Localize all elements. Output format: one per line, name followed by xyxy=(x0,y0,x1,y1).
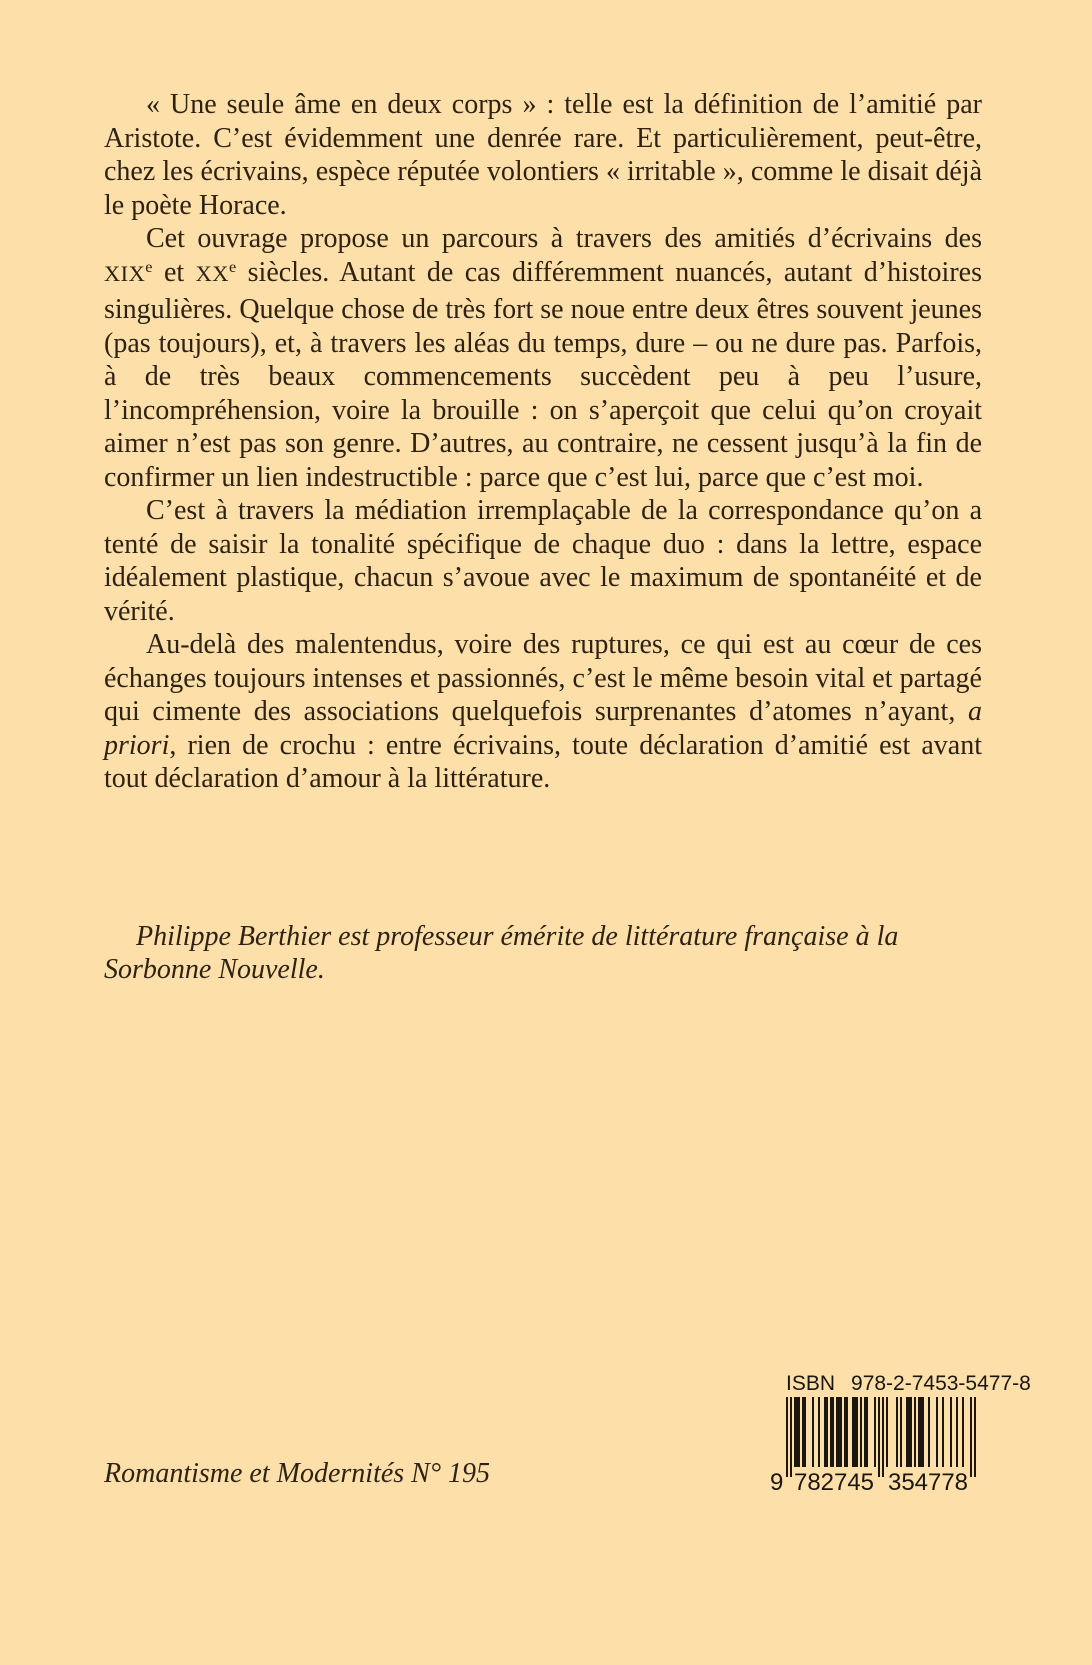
barcode-bar xyxy=(836,1397,838,1467)
barcode-bar xyxy=(864,1397,866,1467)
barcode-bar xyxy=(896,1397,898,1467)
barcode-bar xyxy=(900,1397,902,1467)
ean-digits-right: 354778 xyxy=(888,1469,968,1493)
text-run: , rien de crochu : entre écrivains, toute déclaration d’amitié est avant tout déclaration d’amour à la littérature. xyxy=(104,729,982,794)
barcode-bar xyxy=(860,1397,862,1467)
collection-title: Romantisme et Modernités N° 195 xyxy=(104,1458,491,1489)
barcode-bar xyxy=(878,1397,880,1477)
barcode-bar xyxy=(838,1397,840,1467)
barcode-bar xyxy=(928,1397,930,1467)
ean-digit-first: 9 xyxy=(770,1469,784,1493)
author-bio xyxy=(104,920,982,987)
barcode-bar xyxy=(818,1397,820,1467)
ean13-barcode xyxy=(770,1397,986,1493)
barcode-bar xyxy=(798,1397,800,1467)
barcode-bar xyxy=(942,1397,944,1467)
blurb-paragraph-3 xyxy=(104,494,982,628)
barcode-bar xyxy=(936,1397,938,1467)
barcode-bar xyxy=(920,1397,922,1467)
barcode-bar xyxy=(882,1397,884,1477)
barcode-bar xyxy=(812,1397,814,1467)
barcode-bar xyxy=(854,1397,856,1467)
barcode-bar xyxy=(830,1397,832,1467)
blurb-paragraph-2 xyxy=(104,222,982,494)
barcode-bar xyxy=(826,1397,828,1467)
text-run: siècles. Autant de cas différemment nuancés, autant d’histoires singulières. Quelque chose de très fort se noue entre deux êtres souvent jeunes (pas toujours), et, à travers les aléas du temps, dure – ou ne dure pas. Parfois, à de très beaux commencements succèdent peu à peu l’usure, l’incompréhension, voire la brouille : on s’aperçoit que celui qu’on croyait aimer n’est pas son genre. D’autres, au contraire, ne cessent jusqu’à la fin de confirmer un lien indestructible : parce que c’est lui, parce que c’est moi. xyxy=(104,256,982,493)
barcode-bar xyxy=(866,1397,868,1467)
text-run: Au-delà des malentendus, voire des ruptures, ce qui est au cœur de ces échanges toujours intenses et passionnés, c’est le même besoin vital et partagé qui cimente des associations quelquefois surprenantes d’atomes n’ayant, xyxy=(104,629,982,727)
barcode-bar xyxy=(796,1397,798,1467)
text-run: XIX xyxy=(104,260,146,286)
text-run: Cet ouvrage propose un parcours à travers des amitiés d’écrivains des xyxy=(146,223,982,254)
barcode-bar xyxy=(962,1397,964,1467)
ean-digits-left: 782745 xyxy=(794,1469,874,1493)
barcode-bar xyxy=(910,1397,912,1467)
barcode-bar xyxy=(918,1397,920,1467)
barcode-bar xyxy=(908,1397,910,1467)
text-run: « Une seule âme en deux corps » : telle est la définition de l’amitié par Aristote. C’est évidemment une denrée rare. Et particulièrement, peut-être, chez les écrivains, espèce réputée volontiers « irritable », comme le disait déjà le poète Horace. xyxy=(104,89,982,221)
text-run: XX xyxy=(195,260,229,286)
barcode-bar xyxy=(970,1397,972,1477)
barcode-bar xyxy=(832,1397,834,1467)
barcode-bar xyxy=(790,1397,792,1477)
barcode-bar xyxy=(874,1397,876,1467)
text-run: C’est à travers la médiation irremplaçable de la correspondance qu’on a tenté de saisir la tonalité spécifique de chaque duo : dans la lettre, espace idéalement plastique, chacun s’avoue avec le maximum de spontanéité et de vérité. xyxy=(104,495,982,627)
barcode-bar xyxy=(852,1397,854,1467)
barcode-bar xyxy=(950,1397,952,1467)
barcode-bar xyxy=(802,1397,804,1467)
barcode-bar xyxy=(914,1397,916,1467)
barcode-bar xyxy=(804,1397,806,1467)
barcode-bar xyxy=(922,1397,924,1467)
barcode-bar xyxy=(840,1397,842,1467)
barcode-bar xyxy=(956,1397,958,1467)
text-run: Philippe Berthier est professeur émérite de littérature française à la Sorbonne Nouvelle. xyxy=(104,920,899,985)
barcode-bar xyxy=(786,1397,788,1477)
barcode-bar xyxy=(886,1397,888,1467)
barcode-bar xyxy=(846,1397,848,1467)
barcode-bar xyxy=(856,1397,858,1467)
isbn-block xyxy=(770,1372,1031,1498)
isbn-number: 978-2-7453-5477-8 xyxy=(851,1372,1031,1395)
back-cover-blurb xyxy=(104,88,982,987)
blurb-paragraph-1 xyxy=(104,88,982,222)
text-run: e xyxy=(228,257,237,276)
text-run: et xyxy=(152,256,196,288)
isbn-word: ISBN xyxy=(786,1372,836,1395)
isbn-label-line xyxy=(786,1372,1031,1395)
text-run: e xyxy=(145,257,153,276)
barcode-bar xyxy=(844,1397,846,1467)
barcode-bar xyxy=(974,1397,976,1477)
barcode-bar xyxy=(906,1397,908,1467)
barcode-bar xyxy=(794,1397,796,1467)
blurb-paragraph-4 xyxy=(104,628,982,796)
text-run: a priori xyxy=(104,696,982,761)
barcode-bar xyxy=(824,1397,826,1467)
